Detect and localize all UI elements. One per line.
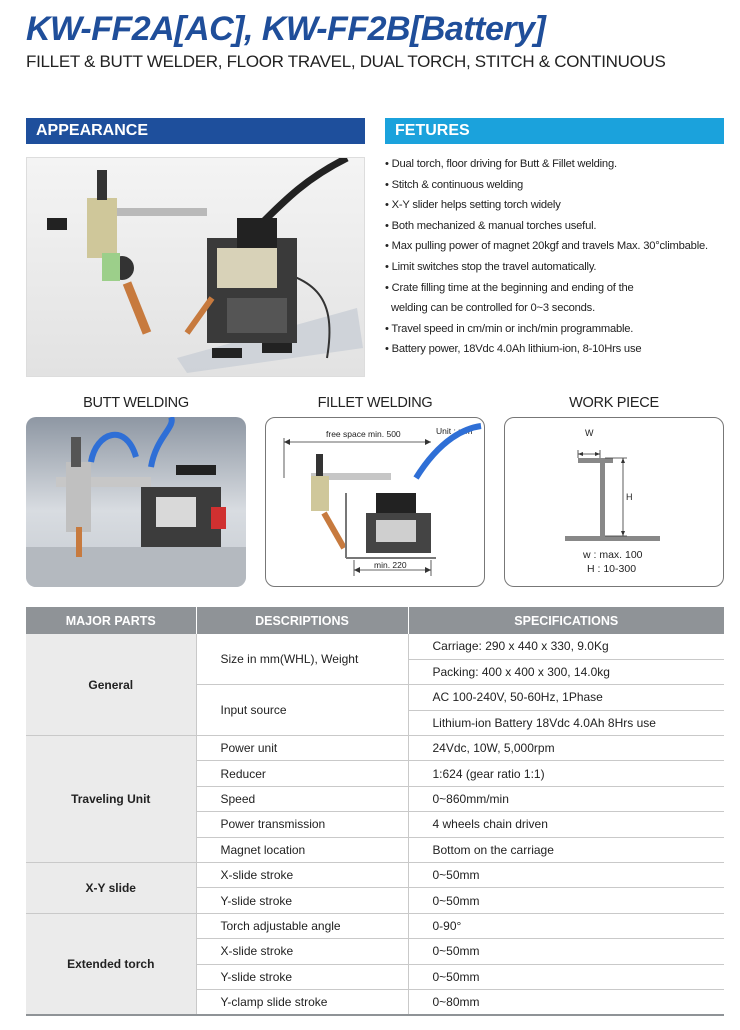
desc-cell: X-slide stroke [196, 863, 408, 888]
desc-cell: X-slide stroke [196, 939, 408, 964]
min-label: min. 220 [374, 560, 407, 570]
header-specifications: SPECIFICATIONS [408, 607, 724, 634]
work-piece-diagram [504, 417, 724, 587]
desc-cell: Size in mm(WHL), Weight [196, 634, 408, 685]
desc-cell: Y-slide stroke [196, 888, 408, 913]
h-label: H [626, 492, 633, 502]
spec-cell: 0~50mm [408, 888, 724, 913]
desc-cell: Reducer [196, 761, 408, 786]
desc-cell: Power unit [196, 736, 408, 761]
w-label: W [585, 428, 594, 438]
spec-cell: 0-90° [408, 913, 724, 938]
part-cell: Extended torch [26, 913, 196, 1015]
table-row [26, 913, 724, 938]
spec-cell: Packing: 400 x 400 x 300, 14.0kg [408, 659, 724, 684]
specifications-table [26, 607, 724, 1016]
feature-item: • Max pulling power of magnet 20kgf and travels Max. 30°climbable. [385, 240, 708, 253]
product-title: KW-FF2A[AC], KW-FF2B[Battery] [26, 10, 546, 48]
feature-item: • Battery power, 18Vdc 4.0Ah lithium-ion, 8-10Hrs use [385, 343, 642, 356]
butt-welding-photo [26, 417, 246, 587]
table-row [26, 634, 724, 659]
caption-fillet-welding: FILLET WELDING [317, 395, 433, 411]
feature-item: • Both mechanized & manual torches useful. [385, 219, 597, 232]
fillet-welding-diagram [265, 417, 485, 587]
feature-item: • Stitch & continuous welding [385, 178, 524, 191]
desc-cell: Y-clamp slide stroke [196, 989, 408, 1014]
spec-cell: 0~860mm/min [408, 786, 724, 811]
caption-work-piece: WORK PIECE [569, 395, 659, 411]
spec-cell: 0~50mm [408, 939, 724, 964]
desc-cell: Magnet location [196, 837, 408, 862]
spec-cell: Carriage: 290 x 440 x 330, 9.0Kg [408, 634, 724, 659]
spec-cell: 1:624 (gear ratio 1:1) [408, 761, 724, 786]
product-subtitle: FILLET & BUTT WELDER, FLOOR TRAVEL, DUAL TORCH, STITCH & CONTINUOUS [26, 52, 666, 71]
desc-cell: Power transmission [196, 812, 408, 837]
desc-cell: Input source [196, 685, 408, 736]
caption-butt-welding: BUTT WELDING [83, 395, 189, 411]
spec-cell: 0~50mm [408, 863, 724, 888]
desc-cell: Speed [196, 786, 408, 811]
unit-label: Unit : mm [436, 426, 473, 436]
feature-item: welding can be controlled for 0~3 seconds. [391, 302, 595, 315]
header-descriptions: DESCRIPTIONS [196, 607, 408, 634]
spec-cell: 0~50mm [408, 964, 724, 989]
features-section-header: FETURES [385, 118, 724, 144]
part-cell: General [26, 634, 196, 736]
spec-cell: Lithium-ion Battery 18Vdc 4.0Ah 8Hrs use [408, 710, 724, 735]
free-space-label: free space min. 500 [326, 429, 401, 439]
spec-cell: AC 100-240V, 50-60Hz, 1Phase [408, 685, 724, 710]
part-cell: Traveling Unit [26, 736, 196, 863]
feature-item: • Crate filling time at the beginning and ending of the [385, 281, 634, 294]
table-row [26, 736, 724, 761]
spec-cell: 4 wheels chain driven [408, 812, 724, 837]
header-major-parts: MAJOR PARTS [26, 607, 196, 634]
spec-cell: 0~80mm [408, 989, 724, 1014]
table-row [26, 863, 724, 888]
desc-cell: Torch adjustable angle [196, 913, 408, 938]
desc-cell: Y-slide stroke [196, 964, 408, 989]
feature-item: • X-Y slider helps setting torch widely [385, 199, 561, 212]
w-spec: w : max. 100 [583, 549, 643, 561]
welder-appearance-photo [26, 157, 365, 377]
feature-item: • Dual torch, floor driving for Butt & Fillet welding. [385, 158, 617, 170]
part-cell: X-Y slide [26, 863, 196, 914]
spec-cell: Bottom on the carriage [408, 837, 724, 862]
feature-item: • Travel speed in cm/min or inch/min programmable. [385, 322, 634, 335]
spec-cell: 24Vdc, 10W, 5,000rpm [408, 736, 724, 761]
features-list [385, 154, 730, 360]
appearance-section-header: APPEARANCE [26, 118, 365, 144]
h-spec: H : 10-300 [587, 563, 637, 575]
feature-item: • Limit switches stop the travel automatically. [385, 260, 597, 273]
